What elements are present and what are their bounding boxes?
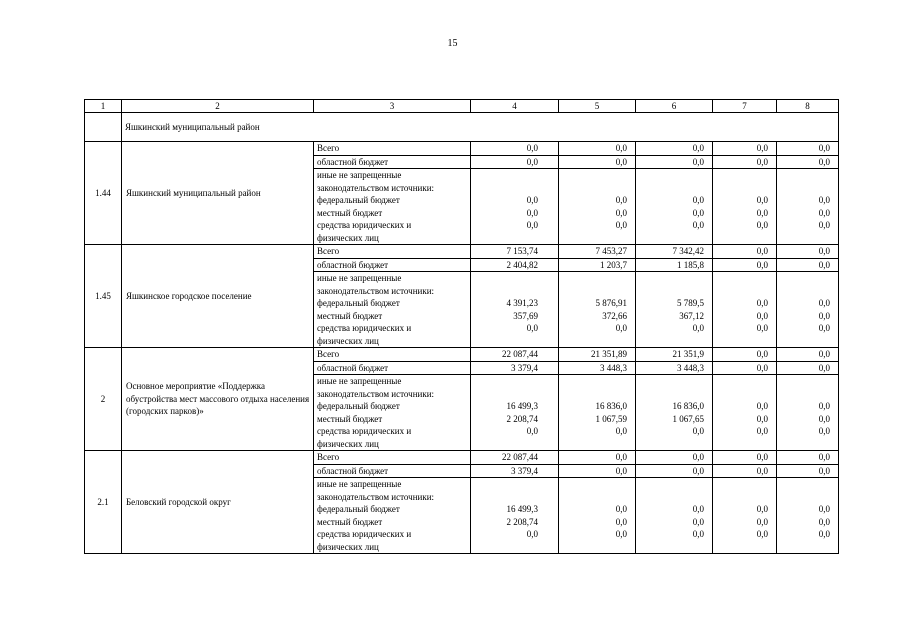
value-cell: 0,0 (713, 361, 777, 375)
blank-line (780, 388, 830, 401)
source-label: федеральный бюджет (317, 195, 400, 205)
column-header-row (85, 100, 839, 113)
value-cell: 5 789,5 (677, 298, 704, 308)
blank-line (716, 541, 768, 554)
blank-line (562, 182, 627, 195)
value-block (713, 478, 777, 554)
blank-line (780, 375, 830, 388)
value-cell: 0,0 (713, 464, 777, 478)
value-cell: 0,0 (818, 529, 830, 539)
value-cell: 0,0 (615, 195, 627, 205)
value-block (471, 478, 559, 554)
source-label: физических лиц (317, 438, 379, 449)
value-block (471, 272, 559, 348)
value-cell: 0,0 (777, 361, 839, 375)
blank-line (639, 169, 704, 182)
source-label: местный бюджет (317, 310, 383, 321)
source-label: средства юридических и (317, 426, 412, 436)
value-cell: 0,0 (713, 258, 777, 272)
blank-line (474, 232, 538, 245)
value-cell: 0,0 (818, 195, 830, 205)
value-cell: 0,0 (777, 258, 839, 272)
table-row (85, 348, 839, 362)
value-cell: 0,0 (526, 195, 538, 205)
column-header: 6 (636, 100, 713, 113)
value-cell: 0,0 (777, 142, 839, 156)
value-block (636, 169, 713, 245)
value-cell: 5 876,91 (595, 298, 627, 308)
value-cell: 0,0 (818, 220, 830, 230)
value-cell: 0,0 (713, 142, 777, 156)
blank-line (639, 182, 704, 195)
value-cell: 2 404,82 (471, 258, 559, 272)
column-header: 7 (713, 100, 777, 113)
value-block (471, 169, 559, 245)
blank-line (716, 335, 768, 348)
value-cell: 0,0 (526, 426, 538, 436)
value-cell: 1 067,59 (595, 413, 627, 424)
value-cell: 2 208,74 (506, 516, 538, 527)
blank-line (474, 375, 538, 388)
source-label-block (314, 375, 471, 451)
value-cell: 0,0 (777, 245, 839, 259)
value-cell: 0,0 (636, 155, 713, 169)
value-cell: 0,0 (756, 298, 768, 308)
source-label: законодательством источники: (317, 388, 435, 399)
blank-line (639, 232, 704, 245)
value-cell: 0,0 (713, 348, 777, 362)
value-cell: 0,0 (559, 142, 636, 156)
table-row (85, 451, 839, 465)
value-block (636, 478, 713, 554)
value-cell: 0,0 (818, 516, 830, 527)
value-cell: 0,0 (559, 451, 636, 465)
source-label: законодательством источники: (317, 491, 435, 502)
value-cell: 0,0 (756, 426, 768, 436)
value-cell: 0,0 (818, 426, 830, 436)
value-cell: 7 453,27 (559, 245, 636, 259)
value-cell: 3 448,3 (636, 361, 713, 375)
column-header: 1 (85, 100, 122, 113)
value-cell: 3 379,4 (471, 464, 559, 478)
value-cell: 1 067,65 (672, 413, 704, 424)
value-cell: 3 448,3 (559, 361, 636, 375)
blank-line (716, 438, 768, 451)
value-cell: 7 342,42 (636, 245, 713, 259)
value-cell: 0,0 (818, 298, 830, 308)
row-name: Яшкинский муниципальный район (122, 142, 314, 245)
source-label: областной бюджет (314, 464, 471, 478)
value-cell: 0,0 (526, 323, 538, 333)
source-label: федеральный бюджет (317, 298, 400, 308)
value-cell: 0,0 (818, 413, 830, 424)
source-label: законодательством источники: (317, 182, 435, 193)
blank-line (562, 169, 627, 182)
blank-line (474, 335, 538, 348)
source-label: иные не запрещенные (317, 273, 402, 283)
section-title: Яшкинский муниципальный район (122, 113, 839, 142)
source-label: областной бюджет (314, 361, 471, 375)
row-number: 1.45 (85, 245, 122, 348)
row-number: 2.1 (85, 451, 122, 554)
value-cell: 22 087,44 (471, 451, 559, 465)
blank-line (562, 272, 627, 285)
value-block (713, 375, 777, 451)
value-block (559, 272, 636, 348)
value-cell: 0,0 (713, 245, 777, 259)
value-block (713, 169, 777, 245)
source-label: физических лиц (317, 335, 379, 346)
value-cell: 372,66 (602, 310, 627, 321)
value-cell: 0,0 (471, 155, 559, 169)
blank-line (639, 491, 704, 504)
blank-line (716, 232, 768, 245)
value-block (777, 272, 839, 348)
blank-line (562, 478, 627, 491)
blank-line (562, 232, 627, 245)
blank-line (474, 182, 538, 195)
value-cell: 3 379,4 (471, 361, 559, 375)
source-label: законодательством источники: (317, 285, 435, 296)
value-cell: 0,0 (777, 464, 839, 478)
blank-line (639, 285, 704, 298)
value-cell: 0,0 (692, 516, 704, 527)
value-cell: 0,0 (756, 310, 768, 321)
value-cell: 0,0 (559, 464, 636, 478)
column-header: 2 (122, 100, 314, 113)
value-cell: 0,0 (756, 504, 768, 514)
value-cell: 16 836,0 (595, 401, 627, 411)
value-cell: 0,0 (471, 142, 559, 156)
value-block (636, 272, 713, 348)
blank-line (780, 232, 830, 245)
value-cell: 0,0 (615, 207, 627, 218)
blank-line (716, 169, 768, 182)
value-cell: 16 499,3 (506, 401, 538, 411)
source-label: физических лиц (317, 541, 379, 552)
value-cell: 7 153,74 (471, 245, 559, 259)
source-label-block (314, 169, 471, 245)
source-label: местный бюджет (317, 207, 383, 218)
value-block (636, 375, 713, 451)
value-block (471, 375, 559, 451)
blank-line (562, 438, 627, 451)
value-cell: 0,0 (777, 155, 839, 169)
table-row (85, 245, 839, 259)
blank-line (780, 438, 830, 451)
blank-line (639, 541, 704, 554)
value-cell: 16 836,0 (672, 401, 704, 411)
value-cell: 0,0 (636, 464, 713, 478)
value-cell: 2 208,74 (506, 413, 538, 424)
blank-line (474, 285, 538, 298)
value-cell: 16 499,3 (506, 504, 538, 514)
row-name: Яшкинское городское поселение (122, 245, 314, 348)
value-cell: 0,0 (692, 323, 704, 333)
value-cell: 0,0 (692, 529, 704, 539)
blank-line (716, 478, 768, 491)
table-row (85, 142, 839, 156)
blank-line (474, 272, 538, 285)
value-cell: 0,0 (692, 504, 704, 514)
blank-line (780, 478, 830, 491)
blank-line (474, 491, 538, 504)
value-cell: 0,0 (615, 426, 627, 436)
value-cell: 0,0 (692, 426, 704, 436)
value-cell: 1 185,8 (636, 258, 713, 272)
blank-line (562, 388, 627, 401)
value-cell: 0,0 (615, 323, 627, 333)
source-label: федеральный бюджет (317, 504, 400, 514)
value-cell: 0,0 (692, 195, 704, 205)
value-block (559, 478, 636, 554)
value-cell: 367,12 (679, 310, 704, 321)
value-cell: 0,0 (615, 516, 627, 527)
value-cell: 0,0 (777, 348, 839, 362)
value-cell: 0,0 (713, 451, 777, 465)
blank-line (474, 438, 538, 451)
blank-line (639, 478, 704, 491)
value-cell: 0,0 (526, 220, 538, 230)
blank-line (474, 541, 538, 554)
value-cell: 0,0 (756, 207, 768, 218)
value-block (713, 272, 777, 348)
source-label: иные не запрещенные (317, 479, 402, 489)
value-block (559, 169, 636, 245)
source-label: Всего (314, 451, 471, 465)
value-cell: 0,0 (692, 220, 704, 230)
value-cell: 0,0 (756, 516, 768, 527)
value-cell: 0,0 (636, 451, 713, 465)
blank-line (780, 182, 830, 195)
blank-line (639, 388, 704, 401)
value-cell: 0,0 (756, 529, 768, 539)
value-cell: 0,0 (615, 504, 627, 514)
value-cell: 0,0 (615, 220, 627, 230)
source-label: Всего (314, 348, 471, 362)
source-label: местный бюджет (317, 516, 383, 527)
value-cell: 0,0 (526, 207, 538, 218)
blank-line (780, 169, 830, 182)
section-row (85, 113, 839, 142)
source-label: областной бюджет (314, 155, 471, 169)
source-label: Всего (314, 142, 471, 156)
source-label: средства юридических и (317, 220, 412, 230)
value-cell: 21 351,89 (559, 348, 636, 362)
blank-line (716, 272, 768, 285)
value-cell: 0,0 (756, 220, 768, 230)
source-label-block (314, 272, 471, 348)
blank-line (716, 375, 768, 388)
blank-line (562, 541, 627, 554)
source-label: федеральный бюджет (317, 401, 400, 411)
blank-line (716, 388, 768, 401)
budget-table (84, 99, 839, 554)
blank-line (716, 182, 768, 195)
source-label: средства юридических и (317, 323, 412, 333)
blank-line (639, 272, 704, 285)
blank-line (639, 438, 704, 451)
column-header: 3 (314, 100, 471, 113)
source-label: Всего (314, 245, 471, 259)
value-cell: 0,0 (818, 323, 830, 333)
value-cell: 0,0 (756, 413, 768, 424)
source-label: областной бюджет (314, 258, 471, 272)
value-cell: 21 351,9 (636, 348, 713, 362)
blank-line (562, 285, 627, 298)
source-label-block (314, 478, 471, 554)
value-cell: 1 203,7 (559, 258, 636, 272)
value-cell: 0,0 (818, 310, 830, 321)
column-header: 4 (471, 100, 559, 113)
value-cell: 0,0 (636, 142, 713, 156)
source-label: иные не запрещенные (317, 170, 402, 180)
row-number: 2 (85, 348, 122, 451)
blank-line (639, 335, 704, 348)
blank-line (474, 388, 538, 401)
source-label: иные не запрещенные (317, 376, 402, 386)
blank-line (562, 491, 627, 504)
value-cell: 0,0 (615, 529, 627, 539)
value-cell: 0,0 (756, 323, 768, 333)
value-cell: 0,0 (756, 401, 768, 411)
value-block (777, 478, 839, 554)
column-header: 5 (559, 100, 636, 113)
value-cell: 4 391,23 (506, 298, 538, 308)
page-number: 15 (447, 38, 458, 49)
source-label: физических лиц (317, 232, 379, 243)
value-cell: 0,0 (713, 155, 777, 169)
value-block (777, 375, 839, 451)
value-cell: 0,0 (777, 451, 839, 465)
row-name: Беловский городской округ (122, 451, 314, 554)
blank-line (639, 375, 704, 388)
blank-line (780, 491, 830, 504)
value-block (559, 375, 636, 451)
blank-line (562, 335, 627, 348)
value-cell: 0,0 (818, 401, 830, 411)
blank-line (716, 491, 768, 504)
value-block (777, 169, 839, 245)
value-cell: 0,0 (692, 207, 704, 218)
blank-line (716, 285, 768, 298)
blank-line (780, 335, 830, 348)
blank-line (780, 285, 830, 298)
value-cell: 0,0 (559, 155, 636, 169)
section-num-cell (85, 113, 122, 142)
value-cell: 357,69 (513, 310, 538, 321)
source-label: местный бюджет (317, 413, 383, 424)
blank-line (474, 169, 538, 182)
row-name: Основное мероприятие «Поддержка обустройства мест массового отдыха населения (городских парков)» (122, 348, 314, 451)
value-cell: 0,0 (526, 529, 538, 539)
blank-line (562, 375, 627, 388)
blank-line (474, 478, 538, 491)
column-header: 8 (777, 100, 839, 113)
value-cell: 0,0 (818, 504, 830, 514)
value-cell: 0,0 (818, 207, 830, 218)
row-number: 1.44 (85, 142, 122, 245)
blank-line (780, 272, 830, 285)
value-cell: 22 087,44 (471, 348, 559, 362)
blank-line (780, 541, 830, 554)
value-cell: 0,0 (756, 195, 768, 205)
source-label: средства юридических и (317, 529, 412, 539)
